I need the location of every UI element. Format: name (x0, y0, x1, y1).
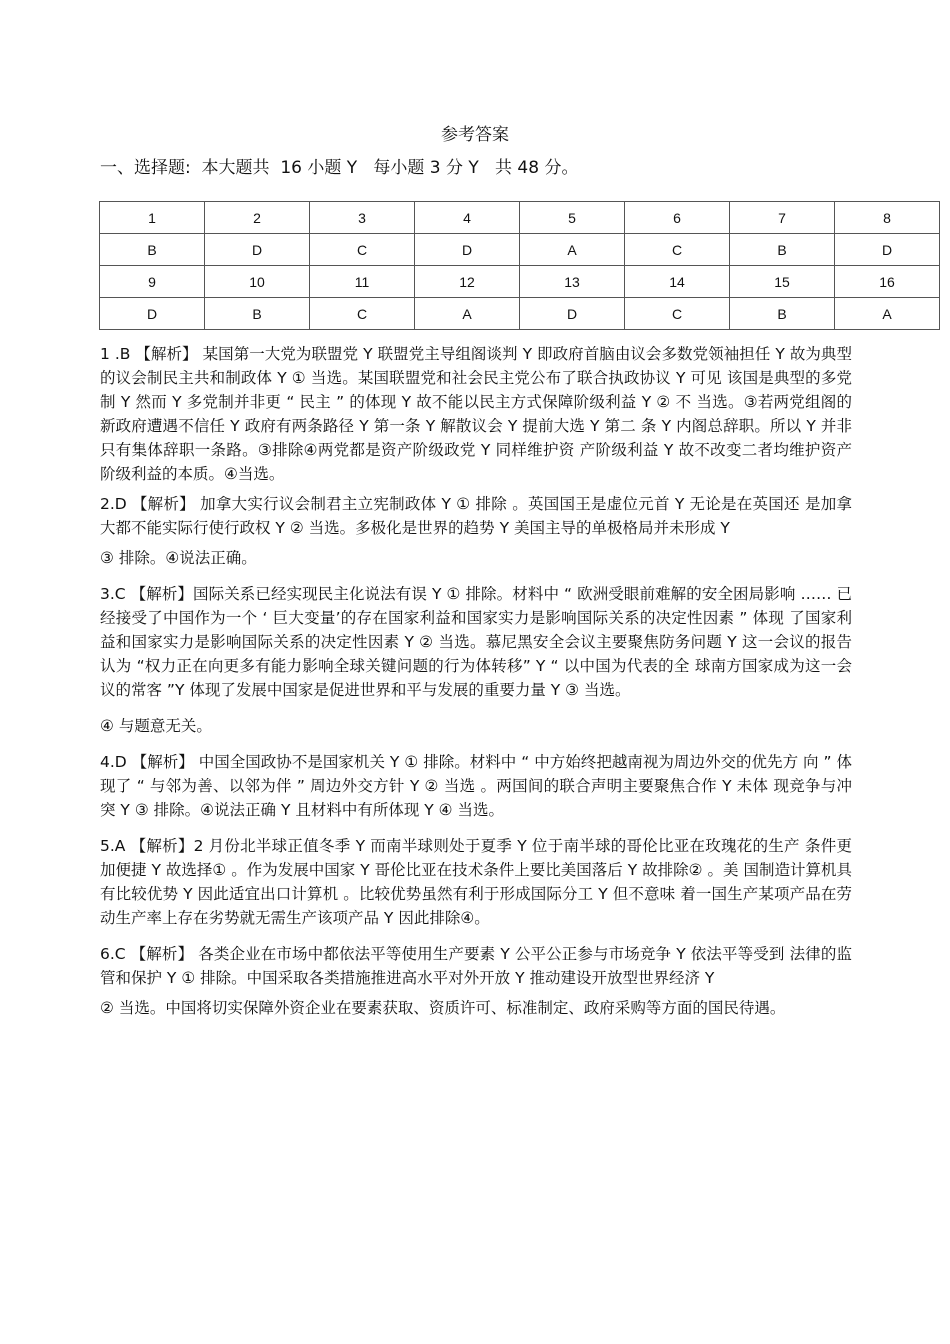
table-cell: D (205, 234, 310, 266)
explanation-3: 3.C 【解析】国际关系已经实现民主化说法有误 Y ① 排除。材料中 “ 欧洲受眼前难解的安全困局影响 …… 已经接受了中国作为一个 ‘ 巨大变量’的存在国家利益和国家实力是影响国际关系的决定性因素 ” 体现 了国家利益和国家实力是影响国际关系的决定性因素 Y ② 当选。慕尼黑安全会议主要聚焦防务问题 Y 这一会议的报告认为 “权力正在向更多有能力影响全球关键问题的行为体转移” Y “ 以中国为代表的全 球南方国家成为这一会议的常客 ”Y 体现了发展中国家是促进世界和平与发展的重要力量 Y ③ 当选。 (100, 585, 852, 699)
table-cell: 13 (520, 266, 625, 298)
page-title: 参考答案 (441, 125, 509, 145)
table-cell: D (415, 234, 520, 266)
table-cell: 8 (835, 202, 940, 234)
table-cell: A (520, 234, 625, 266)
table-cell: A (835, 298, 940, 330)
answer-table (99, 201, 940, 330)
table-cell: 1 (100, 202, 205, 234)
table-cell: 3 (310, 202, 415, 234)
explanation-6: 6.C 【解析】 各类企业在市场中都依法平等使用生产要素 Y 公平公正参与市场竞争 Y 依法平等受到 法律的监管和保护 Y ① 排除。中国采取各类措施推进高水平对外开放 Y 推动建设开放型世界经济 Y (100, 945, 852, 987)
table-cell: C (625, 234, 730, 266)
explanation-2-cont: ③ 排除。④说法正确。 (100, 549, 257, 567)
table-cell: A (415, 298, 520, 330)
explanation-4: 4.D 【解析】 中国全国政协不是国家机关 Y ① 排除。材料中 “ 中方始终把越南视为周边外交的优先方 向 ” 体现了 “ 与邻为善、以邻为伴 ” 周边外交方针 Y ② 当选 。两国间的联合声明主要聚焦合作 Y 未体 现竞争与冲突 Y ③ 排除。④说法正确 Y 且材料中有所体现 Y ④ 当选。 (100, 753, 852, 819)
table-row (100, 298, 940, 330)
explanation-6-cont: ② 当选。中国将切实保障外资企业在要素获取、资质许可、标准制定、政府采购等方面的国民待遇。 (100, 999, 786, 1017)
table-cell: 12 (415, 266, 520, 298)
table-cell: 4 (415, 202, 520, 234)
table-cell: 9 (100, 266, 205, 298)
explanation-2: 2.D 【解析】 加拿大实行议会制君主立宪制政体 Y ① 排除 。英国国王是虚位元首 Y 无论是在英国还 是加拿大都不能实际行使行政权 Y ② 当选。多极化是世界的趋势 Y 美国主导的单极格局并未形成 Y (100, 495, 852, 537)
table-cell: B (100, 234, 205, 266)
table-cell: 7 (730, 202, 835, 234)
explanation-5: 5.A 【解析】2 月份北半球正值冬季 Y 而南半球则处于夏季 Y 位于南半球的哥伦比亚在玫瑰花的生产 条件更加便捷 Y 故选择① 。作为发展中国家 Y 哥伦比亚在技术条件上要比美国落后 Y 故排除② 。美 国制造计算机具有比较优势 Y 因此适宜出口计算机 。比较优势虽然有利于形成国际分工 Y 但不意味 着一国生产某项产品在劳动生产率上存在劣势就无需生产该项产品 Y 因此排除④。 (100, 837, 852, 927)
table-cell: 14 (625, 266, 730, 298)
table-cell: B (730, 234, 835, 266)
table-cell: 5 (520, 202, 625, 234)
table-row (100, 234, 940, 266)
explanation-3-cont: ④ 与题意无关。 (100, 717, 212, 735)
table-cell: 11 (310, 266, 415, 298)
explanation-1: 1 .B 【解析】 某国第一大党为联盟党 Y 联盟党主导组阁谈判 Y 即政府首脑由议会多数党领袖担任 Y 故为典型的议会制民主共和制政体 Y ① 当选。某国联盟党和社会民主党公布了联合执政协议 Y 可见 该国是典型的多党制 Y 然而 Y 多党制并非更 “ 民主 ” 的体现 Y 故不能以民主方式保障阶级利益 Y ② 不 当选。③若两党组阁的新政府遭遇不信任 Y 政府有两条路径 Y 第一条 Y 解散议会 Y 提前大选 Y 第二 条 Y 内阁总辞职。所以 Y 并非只有集体辞职一条路。③排除④两党都是资产阶级政党 Y 同样维护资 产阶级利益 Y 故不改变二者均维护资产阶级利益的本质。④当选。 (100, 345, 852, 483)
table-cell: 6 (625, 202, 730, 234)
table-cell: C (310, 298, 415, 330)
table-cell: 2 (205, 202, 310, 234)
table-cell: B (730, 298, 835, 330)
table-cell: 10 (205, 266, 310, 298)
table-row (100, 202, 940, 234)
table-cell: D (520, 298, 625, 330)
table-cell: C (310, 234, 415, 266)
table-cell: C (625, 298, 730, 330)
table-cell: D (835, 234, 940, 266)
section-heading: 一、选择题: 本大题共 16 小题 Y 每小题 3 分 Y 共 48 分。 (100, 158, 579, 178)
explanations (100, 342, 852, 1032)
table-cell: B (205, 298, 310, 330)
table-cell: D (100, 298, 205, 330)
table-cell: 15 (730, 266, 835, 298)
table-cell: 16 (835, 266, 940, 298)
table-row (100, 266, 940, 298)
